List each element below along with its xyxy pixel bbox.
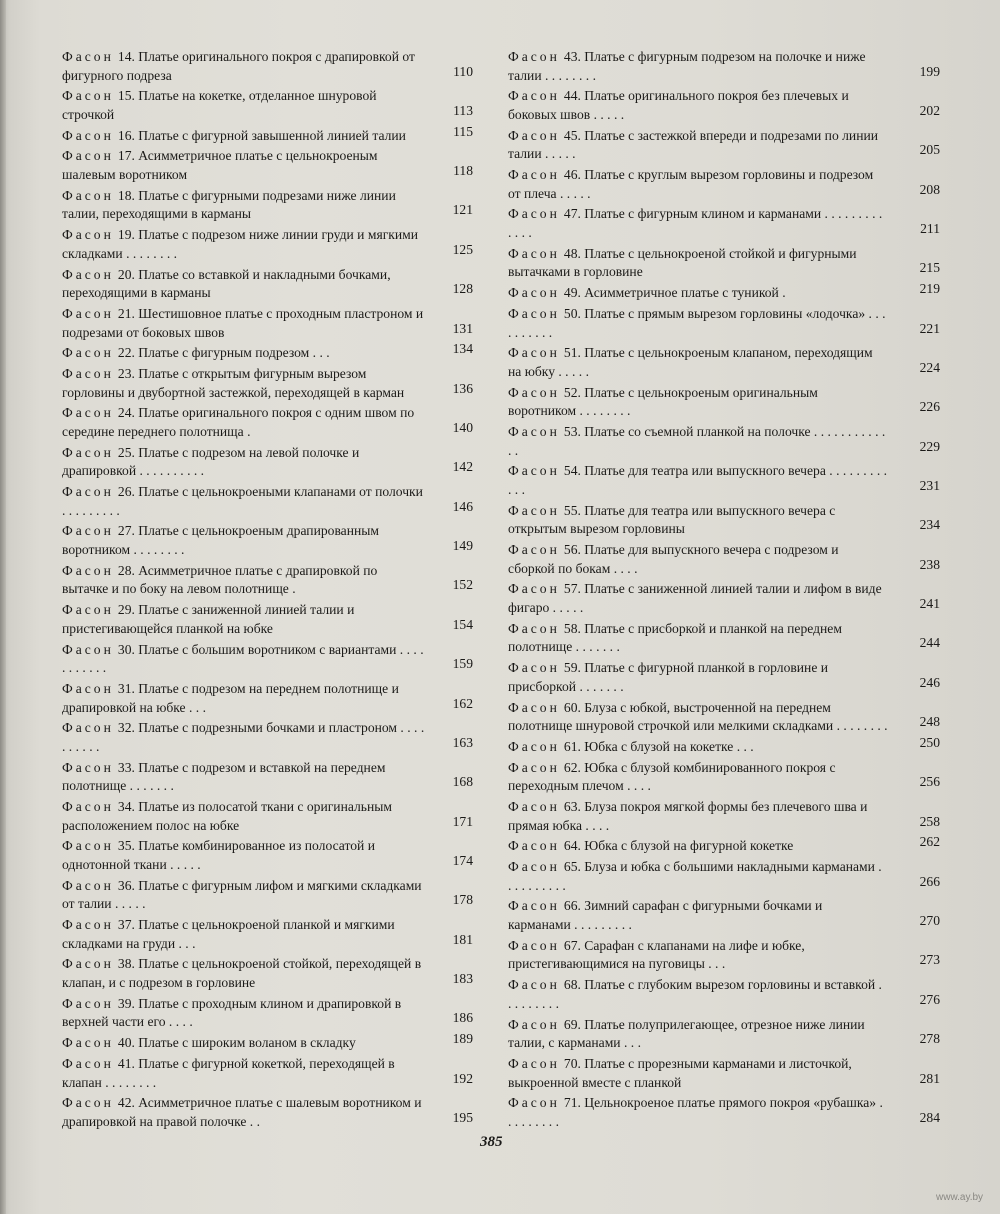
toc-entry-page-number: 278: [919, 1031, 940, 1047]
toc-entry: [508, 305, 940, 342]
toc-entry-page-number: 248: [919, 714, 940, 730]
toc-entry-text: 17. Асимметричное платье с цельнокроеным шалевым воротником: [62, 148, 378, 183]
toc-entry-label: Фасон: [62, 720, 114, 736]
toc-entry-title: [62, 837, 425, 874]
toc-entry-label: Фасон: [62, 405, 114, 421]
toc-entry-label: Фасон: [508, 305, 560, 321]
toc-entry: [62, 1055, 477, 1092]
toc-entry-title: [508, 48, 888, 85]
toc-entry: [508, 423, 940, 460]
toc-entry-text: 19. Платье с подрезом ниже линии груди и мягкими складками . . . . . . . .: [62, 227, 419, 261]
toc-entry-text: 37. Платье с цельнокроеной планкой и мягкими складками на груди . . .: [62, 917, 395, 951]
toc-entry-text: 65. Блуза и юбка с большими накладными карманами . . . . . . . . . .: [508, 859, 882, 893]
toc-entry: [508, 834, 940, 856]
toc-entry: [62, 522, 477, 559]
toc-entry: [508, 344, 940, 381]
toc-entry-label: Фасон: [508, 620, 560, 636]
toc-entry-text: 44. Платье оригинального покроя без плечевых и боковых швов . . . . .: [508, 88, 849, 122]
toc-entry-text: 16. Платье с фигурной завышенной линией талии: [117, 127, 406, 143]
toc-entry-page-number: 115: [453, 123, 473, 139]
toc-entry: [508, 798, 940, 835]
toc-entry-title: [508, 87, 888, 124]
toc-entry-title: [62, 226, 425, 263]
toc-entry-label: Фасон: [62, 917, 114, 933]
toc-entry: [508, 759, 940, 796]
toc-entry-title: [62, 916, 425, 953]
toc-entry-text: 55. Платье для театра или выпускного вечера с открытым вырезом горловины: [508, 502, 836, 537]
toc-entry-label: Фасон: [508, 384, 560, 400]
toc-entry: [508, 976, 940, 1013]
toc-entry: [508, 937, 940, 974]
toc-entry-title: [508, 502, 888, 539]
toc-entry-title: [508, 284, 888, 303]
toc-entry-text: 48. Платье с цельнокроеной стойкой и фигурными вытачками в горловине: [508, 245, 857, 280]
toc-entry-page-number: 131: [452, 320, 473, 336]
toc-entry: [62, 837, 477, 874]
toc-entry-text: 23. Платье с открытым фигурным вырезом горловины и двубортной застежкой, переходящей в карман: [62, 366, 405, 400]
toc-entry-text: 64. Юбка с блузой на фигурной кокетке: [563, 838, 794, 854]
toc-entry-label: Фасон: [508, 581, 560, 597]
toc-entry: [508, 48, 940, 85]
toc-entry-title: [62, 305, 425, 342]
toc-entry-label: Фасон: [62, 444, 114, 460]
toc-entry-label: Фасон: [62, 366, 114, 382]
toc-entry-label: Фасон: [508, 977, 560, 993]
toc-entry-page-number: 142: [452, 459, 473, 475]
toc-entry-page-number: 181: [452, 931, 473, 947]
toc-entry: [508, 699, 940, 736]
toc-entry-page-number: 149: [452, 538, 473, 554]
toc-entry-page-number: 250: [919, 734, 940, 750]
toc-entry-title: [62, 266, 425, 303]
toc-entry: [508, 541, 940, 578]
toc-entry-label: Фасон: [508, 937, 560, 953]
toc-entry-text: 60. Блуза с юбкой, выстроченной на переднем полотнище шнуровой строчкой или мелкими складками . . . . . . . .: [508, 699, 888, 734]
toc-entry-title: [62, 562, 425, 599]
toc-entry-page-number: 262: [919, 834, 940, 850]
toc-entry-page-number: 270: [919, 913, 940, 929]
toc-entry-text: 67. Сарафан с клапанами на лифе и юбке, пристегивающимися на пуговицы . . .: [508, 937, 805, 972]
toc-entry: [62, 562, 477, 599]
toc-entry: [508, 384, 940, 421]
toc-entry-title: [508, 462, 888, 499]
toc-entry-page-number: 110: [453, 63, 473, 79]
toc-entry: [62, 916, 477, 953]
toc-entry-label: Фасон: [62, 49, 114, 64]
toc-entry-text: 33. Платье с подрезом и вставкой на переднем полотнище . . . . . . .: [62, 759, 386, 794]
toc-entry-page-number: 208: [919, 181, 940, 197]
toc-entry-label: Фасон: [508, 345, 560, 361]
toc-entry-text: 32. Платье с подрезными бочками и пластроном . . . . . . . . . .: [62, 720, 425, 754]
toc-entry: [508, 502, 940, 539]
toc-entry-page-number: 273: [919, 952, 940, 968]
toc-entry-text: 31. Платье с подрезом на переднем полотнище и драпировкой на юбке . . .: [62, 680, 399, 715]
toc-entry-text: 30. Платье с большим воротником с вариантами . . . . . . . . . . .: [62, 641, 424, 676]
toc-entry-title: [508, 759, 888, 796]
toc-entry-text: 62. Юбка с блузой комбинированного покроя с переходным плечом . . . .: [508, 759, 836, 794]
toc-entry-label: Фасон: [508, 660, 560, 676]
toc-entry-title: [508, 305, 888, 342]
toc-entry-label: Фасон: [508, 898, 560, 914]
toc-entry-text: 46. Платье с круглым вырезом горловины и подрезом от плеча . . . . .: [508, 167, 874, 201]
toc-entry-title: [62, 641, 425, 678]
toc-entry: [62, 87, 477, 124]
toc-entry-page-number: 154: [452, 616, 473, 632]
toc-entry-text: 59. Платье с фигурной планкой в горловине и присборкой . . . . . . .: [508, 660, 829, 694]
toc-entry: [508, 1055, 940, 1092]
toc-entry-title: [508, 127, 888, 164]
toc-entry-text: 54. Платье для театра или выпускного вечера . . . . . . . . . . . .: [508, 463, 888, 497]
toc-entry-title: [508, 245, 888, 282]
toc-entry-page-number: 192: [452, 1070, 473, 1086]
toc-entry: [508, 87, 940, 124]
toc-entry-page-number: 134: [452, 341, 473, 357]
toc-entry-page-number: 241: [919, 596, 940, 612]
toc-entry-page-number: 152: [452, 577, 473, 593]
toc-entry-title: [62, 759, 425, 796]
toc-entry-title: [62, 147, 425, 184]
toc-entry-page-number: 205: [919, 142, 940, 158]
toc-entry-title: [62, 187, 425, 224]
toc-entry-label: Фасон: [62, 345, 114, 361]
toc-entry: [508, 245, 940, 282]
toc-entry-title: [62, 1055, 425, 1092]
toc-entry-page-number: 171: [452, 813, 473, 829]
toc-entry-label: Фасон: [62, 266, 114, 282]
toc-entry-title: [508, 976, 888, 1013]
toc-entry: [62, 798, 477, 835]
toc-entry-label: Фасон: [508, 285, 560, 301]
toc-entry-title: [62, 483, 425, 520]
toc-entry: [62, 680, 477, 717]
toc-entry-page-number: 125: [452, 241, 473, 257]
toc-entry-label: Фасон: [62, 956, 114, 972]
toc-entry-page-number: 195: [452, 1109, 473, 1125]
toc-entry-page-number: 238: [919, 556, 940, 572]
page-number: 385: [480, 1134, 503, 1150]
toc-entry-text: 50. Платье с прямым вырезом горловины «лодочка» . . . . . . . . . .: [508, 305, 886, 340]
toc-entry-text: 27. Платье с цельнокроеным драпированным воротником . . . . . . . .: [62, 523, 380, 558]
toc-entry-label: Фасон: [508, 167, 560, 183]
toc-entry-title: [62, 344, 425, 363]
toc-entry-label: Фасон: [508, 463, 560, 479]
toc-entry-page-number: 186: [452, 1010, 473, 1026]
toc-entry: [508, 1016, 940, 1053]
toc-entry-text: 71. Цельнокроеное платье прямого покроя «рубашка» . . . . . . . . .: [508, 1095, 883, 1129]
toc-entry-label: Фасон: [62, 641, 114, 657]
toc-entry-label: Фасон: [508, 738, 560, 754]
toc-entry-label: Фасон: [62, 562, 114, 578]
toc-left-column: [62, 48, 477, 1131]
toc-entry-title: [62, 1034, 425, 1053]
toc-entry: [508, 580, 940, 617]
toc-entry-page-number: 256: [919, 774, 940, 790]
toc-entry-title: [62, 365, 425, 402]
toc-entry: [62, 226, 477, 263]
toc-entry-text: 35. Платье комбинированное из полосатой и однотонной ткани . . . . .: [62, 838, 375, 872]
toc-entry-label: Фасон: [62, 484, 114, 500]
toc-entry-label: Фасон: [508, 699, 560, 715]
toc-entry-label: Фасон: [62, 1055, 114, 1071]
toc-entry-label: Фасон: [508, 1016, 560, 1032]
toc-entry-title: [62, 87, 425, 124]
toc-entry-text: 70. Платье с прорезными карманами и листочкой, выкроенной вместе с планкой: [508, 1055, 852, 1090]
toc-entry-page-number: 231: [919, 477, 940, 493]
toc-entry-title: [508, 166, 888, 203]
toc-entry-label: Фасон: [508, 49, 560, 64]
toc-entry-text: 42. Асимметричное платье с шалевым воротником и драпировкой на правой полочке . .: [62, 1095, 422, 1129]
toc-entry: [62, 483, 477, 520]
toc-entry-label: Фасон: [62, 602, 114, 618]
toc-entry-text: 28. Асимметричное платье с драпировкой по вытачке и по боку на левом полотнище .: [62, 562, 378, 597]
toc-entry-text: 36. Платье с фигурным лифом и мягкими складками от талии . . . . .: [62, 877, 422, 912]
toc-entry-text: 41. Платье с фигурной кокеткой, переходящей в клапан . . . . . . . .: [62, 1055, 395, 1090]
toc-entry-text: 21. Шестишовное платье с проходным пластроном и подрезами от боковых швов: [62, 305, 424, 340]
toc-entry-page-number: 140: [452, 420, 473, 435]
toc-entry-label: Фасон: [508, 859, 560, 875]
toc-entry: [62, 147, 477, 184]
toc-entry: [62, 641, 477, 678]
toc-entry: [508, 166, 940, 203]
toc-entry-label: Фасон: [62, 305, 114, 321]
toc-entry-title: [62, 48, 425, 85]
toc-entry-title: [62, 719, 425, 756]
toc-entry-page-number: 178: [452, 892, 473, 908]
toc-entry-label: Фасон: [62, 523, 114, 539]
toc-entry-text: 39. Платье с проходным клином и драпировкой в верхней части его . . . .: [62, 995, 402, 1030]
toc-entry-title: [508, 897, 888, 934]
toc-entry-page-number: 284: [919, 1109, 940, 1125]
toc-entry-label: Фасон: [62, 1095, 114, 1111]
toc-entry-page-number: 128: [452, 281, 473, 297]
toc-entry-text: 15. Платье на кокетке, отделанное шнуровой строчкой: [62, 88, 377, 122]
toc-entry-page-number: 199: [919, 63, 940, 79]
toc-entry-text: 58. Платье с присборкой и планкой на переднем полотнище . . . . . . .: [508, 620, 842, 655]
toc-entry-label: Фасон: [62, 88, 114, 104]
toc-entry: [62, 995, 477, 1032]
toc-entry-text: 25. Платье с подрезом на левой полочке и драпировкой . . . . . . . . . .: [62, 444, 360, 479]
toc-entry-title: [508, 699, 888, 736]
toc-entry-title: [62, 877, 425, 914]
toc-entry-text: 29. Платье с заниженной линией талии и пристегивающейся планкой на юбке: [62, 602, 355, 636]
toc-entry-text: 66. Зимний сарафан с фигурными бочками и карманами . . . . . . . . .: [508, 898, 823, 933]
toc-entry-page-number: 113: [453, 102, 473, 118]
toc-entry-page-number: 244: [919, 635, 940, 651]
toc-entry-label: Фасон: [62, 799, 114, 814]
toc-entry-text: 51. Платье с цельнокроеным клапаном, переходящим на юбку . . . . .: [508, 345, 873, 379]
toc-entry: [508, 897, 940, 934]
toc-entry-title: [508, 580, 888, 617]
toc-entry-title: [508, 798, 888, 835]
toc-entry: [508, 620, 940, 657]
toc-entry-text: 22. Платье с фигурным подрезом . . .: [117, 345, 330, 361]
toc-entry-title: [62, 955, 425, 992]
toc-entry-label: Фасон: [508, 759, 560, 775]
toc-entry-text: 24. Платье оригинального покроя с одним швом по середине переднего полотнища .: [62, 405, 415, 439]
toc-entry-label: Фасон: [62, 1035, 114, 1051]
toc-entry-label: Фасон: [508, 245, 560, 261]
toc-entry-text: 69. Платье полуприлегающее, отрезное ниже линии талии, с карманами . . .: [508, 1016, 865, 1051]
toc-entry-text: 38. Платье с цельнокроеной стойкой, переходящей в клапан, и с подрезом в горловине: [62, 956, 422, 991]
toc-entry-text: 57. Платье с заниженной линией талии и лифом в виде фигаро . . . . .: [508, 581, 882, 616]
toc-entry-page-number: 174: [452, 852, 473, 868]
toc-entry-label: Фасон: [508, 88, 560, 104]
toc-entry: [62, 305, 477, 342]
toc-entry: [62, 955, 477, 992]
toc-entry-title: [62, 127, 425, 146]
toc-entry-page-number: 162: [452, 695, 473, 711]
toc-entry-title: [62, 680, 425, 717]
toc-entry-page-number: 234: [919, 517, 940, 533]
toc-entry-title: [62, 404, 425, 441]
toc-entry: [508, 659, 940, 696]
toc-entry-page-number: 183: [452, 971, 473, 987]
toc-entry-title: [508, 1016, 888, 1053]
toc-entry-page-number: 211: [920, 221, 940, 237]
toc-entry-page-number: 215: [919, 260, 940, 276]
toc-entry-text: 43. Платье с фигурным подрезом на полочке и ниже талии . . . . . . . .: [508, 49, 866, 83]
toc-entry-page-number: 221: [919, 320, 940, 336]
toc-entry-label: Фасон: [62, 759, 114, 775]
toc-entry-label: Фасон: [508, 424, 560, 439]
toc-entry-page-number: 226: [919, 399, 940, 415]
toc-entry: [62, 719, 477, 756]
toc-entry-label: Фасон: [62, 127, 114, 143]
toc-entry-title: [62, 995, 425, 1032]
toc-entry-page-number: 202: [919, 102, 940, 118]
toc-entry: [62, 266, 477, 303]
toc-entry-page-number: 136: [452, 380, 473, 396]
toc-entry-title: [508, 620, 888, 657]
toc-entry-page-number: 224: [919, 359, 940, 375]
page-binding-edge: [0, 0, 6, 1214]
toc-entry: [508, 1094, 940, 1131]
toc-entry-label: Фасон: [62, 227, 114, 243]
toc-entry-text: 56. Платье для выпускного вечера с подрезом и сборкой по бокам . . . .: [508, 542, 839, 576]
toc-entry-text: 45. Платье с застежкой впереди и подрезами по линии талии . . . . .: [508, 127, 879, 162]
toc-right-column: [508, 48, 940, 1131]
toc-entry-label: Фасон: [62, 148, 114, 164]
toc-entry: [62, 759, 477, 796]
toc-entry-page-number: 146: [452, 498, 473, 514]
toc-entry-page-number: 258: [919, 813, 940, 829]
toc-entry-text: 18. Платье с фигурными подрезами ниже линии талии, переходящими в карманы: [62, 187, 396, 222]
toc-entry: [62, 365, 477, 402]
toc-entry-title: [508, 423, 888, 460]
toc-entry: [62, 404, 477, 441]
toc-entry-title: [62, 798, 425, 835]
toc-entry-label: Фасон: [62, 187, 114, 203]
toc-entry-title: [508, 858, 888, 895]
toc-entry-page-number: 118: [453, 163, 473, 179]
toc-entry-page-number: 168: [452, 774, 473, 790]
toc-entry: [62, 48, 477, 85]
toc-entry-text: 63. Блуза покроя мягкой формы без плечевого шва и прямая юбка . . . .: [508, 799, 868, 833]
toc-entry-page-number: 276: [919, 991, 940, 1007]
toc-entry-text: 47. Платье с фигурным клином и карманами . . . . . . . . . . . . .: [508, 206, 883, 241]
toc-entry-title: [508, 1055, 888, 1092]
toc-entry-text: 26. Платье с цельнокроеными клапанами от полочки . . . . . . . . .: [62, 484, 423, 518]
toc-entry-title: [508, 1094, 888, 1131]
toc-entry-text: 20. Платье со вставкой и накладными бочками, переходящими в карманы: [62, 266, 391, 301]
toc-entry-label: Фасон: [508, 1055, 560, 1071]
toc-entry-label: Фасон: [508, 1095, 560, 1111]
toc-entry: [508, 127, 940, 164]
toc-entry-title: [508, 384, 888, 421]
toc-entry-label: Фасон: [62, 838, 114, 854]
toc-entry-page-number: 219: [919, 281, 940, 297]
toc-entry-page-number: 121: [452, 202, 473, 218]
toc-entry: [62, 877, 477, 914]
toc-entry-page-number: 266: [919, 873, 940, 889]
toc-entry: [62, 601, 477, 638]
toc-entry-title: [62, 1094, 425, 1131]
toc-entry-text: 61. Юбка с блузой на кокетке . . .: [563, 738, 754, 754]
toc-entry-label: Фасон: [508, 542, 560, 558]
toc-entry-title: [62, 444, 425, 481]
toc-entry-page-number: 189: [452, 1031, 473, 1047]
toc-entry: [508, 205, 940, 242]
toc-entry-page-number: 163: [452, 734, 473, 750]
toc-entry-label: Фасон: [508, 799, 560, 814]
toc-entry-title: [508, 837, 888, 856]
toc-entry-page-number: 159: [452, 656, 473, 672]
toc-entry-label: Фасон: [508, 206, 560, 222]
toc-entry: [62, 1031, 477, 1053]
toc-entry-title: [508, 205, 888, 242]
toc-entry-text: 14. Платье оригинального покроя с драпировкой от фигурного подреза: [62, 49, 415, 83]
toc-entry-title: [508, 344, 888, 381]
toc-entry-text: 68. Платье с глубоким вырезом горловины и вставкой . . . . . . . . .: [508, 977, 882, 1011]
toc-entry-text: 34. Платье из полосатой ткани с оригинальным расположением полос на юбке: [62, 799, 392, 833]
toc-entry: [62, 1094, 477, 1131]
toc-entry-page-number: 229: [919, 438, 940, 454]
toc-entry-text: 40. Платье с широким воланом в складку: [117, 1035, 356, 1051]
toc-entry: [62, 444, 477, 481]
watermark: www.ay.by: [936, 1192, 984, 1203]
toc-entry: [62, 187, 477, 224]
toc-entry-title: [508, 738, 888, 757]
toc-entry: [508, 462, 940, 499]
toc-entry-label: Фасон: [508, 838, 560, 854]
toc-entry-text: 52. Платье с цельнокроеным оригинальным воротником . . . . . . . .: [508, 384, 818, 419]
toc-entry-title: [62, 601, 425, 638]
toc-entry-text: 53. Платье со съемной планкой на полочке . . . . . . . . . . . . .: [508, 424, 886, 458]
toc-entry: [508, 281, 940, 303]
toc-entry-title: [508, 541, 888, 578]
toc-entry: [62, 123, 477, 146]
toc-entry-title: [508, 937, 888, 974]
toc-entry-page-number: 281: [919, 1070, 940, 1086]
toc-entry-page-number: 246: [919, 674, 940, 690]
toc-entry-label: Фасон: [508, 127, 560, 143]
toc-entry: [508, 734, 940, 757]
toc-entry-label: Фасон: [62, 680, 114, 696]
toc-entry-title: [62, 522, 425, 559]
toc-entry-label: Фасон: [508, 502, 560, 518]
toc-entry: [62, 341, 477, 363]
toc-entry-label: Фасон: [62, 877, 114, 893]
toc-entry-title: [508, 659, 888, 696]
toc-entry-label: Фасон: [62, 995, 114, 1011]
toc-entry: [508, 858, 940, 895]
toc-entry-text: 49. Асимметричное платье с туникой .: [563, 285, 786, 301]
